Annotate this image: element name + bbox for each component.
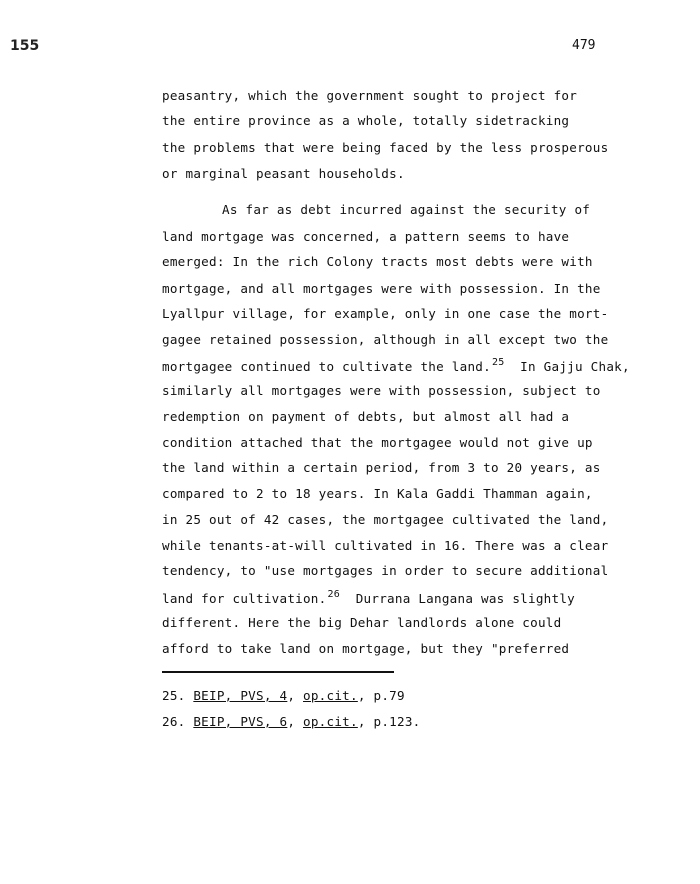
footnote-26: 26. BEIP, PVS, 6, op.cit., p.123. bbox=[162, 714, 421, 729]
footnote-25: 25. BEIP, PVS, 4, op.cit., p.79 bbox=[162, 688, 405, 703]
footnote-source: BEIP, PVS, 4 bbox=[193, 688, 288, 703]
text-line: the entire province as a whole, totally sidetracking bbox=[162, 113, 570, 128]
text-line: condition attached that the mortgagee would not give up bbox=[162, 435, 593, 450]
footnote-ref[interactable]: 26 bbox=[327, 589, 341, 600]
text-line: Lyallpur village, for example, only in one case the mort- bbox=[162, 306, 609, 321]
line-text: mortgagee continued to cultivate the land. bbox=[162, 359, 491, 374]
handwritten-page-number: 155 bbox=[10, 38, 40, 54]
footnote-number: 26. bbox=[162, 714, 186, 729]
text-line: compared to 2 to 18 years. In Kala Gaddi Thamman again, bbox=[162, 486, 593, 501]
line-text: land for cultivation. bbox=[162, 591, 327, 606]
footnote-op-cit: op.cit. bbox=[303, 688, 358, 703]
footnote-number: 25. bbox=[162, 688, 186, 703]
footnote-page: p.79 bbox=[373, 688, 405, 703]
text-line-with-footnote bbox=[162, 357, 630, 374]
text-line: land mortgage was concerned, a pattern seems to have bbox=[162, 229, 570, 244]
text-line: gagee retained possession, although in all except two the bbox=[162, 332, 609, 347]
text-line: mortgage, and all mortgages were with possession. In the bbox=[162, 281, 601, 296]
line-text-after: In Gajju Chak, bbox=[504, 359, 630, 374]
text-line: in 25 out of 42 cases, the mortgagee cultivated the land, bbox=[162, 512, 609, 527]
text-line: redemption on payment of debts, but almost all had a bbox=[162, 409, 570, 424]
text-line-with-footnote bbox=[162, 589, 575, 606]
text-line: tendency, to "use mortgages in order to secure additional bbox=[162, 563, 609, 578]
paragraph-start-line: As far as debt incurred against the security of bbox=[222, 202, 591, 217]
text-line: similarly all mortgages were with possession, subject to bbox=[162, 383, 601, 398]
text-line: the problems that were being faced by the less prosperous bbox=[162, 140, 609, 155]
text-line: different. Here the big Dehar landlords alone could bbox=[162, 615, 562, 630]
footnote-divider bbox=[162, 671, 394, 673]
text-line: the land within a certain period, from 3 to 20 years, as bbox=[162, 460, 601, 475]
text-line: afford to take land on mortgage, but they "preferred bbox=[162, 641, 570, 656]
text-line: or marginal peasant households. bbox=[162, 166, 405, 181]
text-line: while tenants-at-will cultivated in 16. There was a clear bbox=[162, 538, 609, 553]
text-line: peasantry, which the government sought to project for bbox=[162, 88, 578, 103]
footnote-source: BEIP, PVS, 6 bbox=[193, 714, 288, 729]
footnote-page: p.123. bbox=[373, 714, 421, 729]
footnote-ref[interactable]: 25 bbox=[491, 357, 505, 368]
line-text-after: Durrana Langana was slightly bbox=[340, 591, 575, 606]
text-line: emerged: In the rich Colony tracts most debts were with bbox=[162, 254, 593, 269]
footnote-op-cit: op.cit. bbox=[303, 714, 358, 729]
page-number: 479 bbox=[572, 38, 596, 53]
